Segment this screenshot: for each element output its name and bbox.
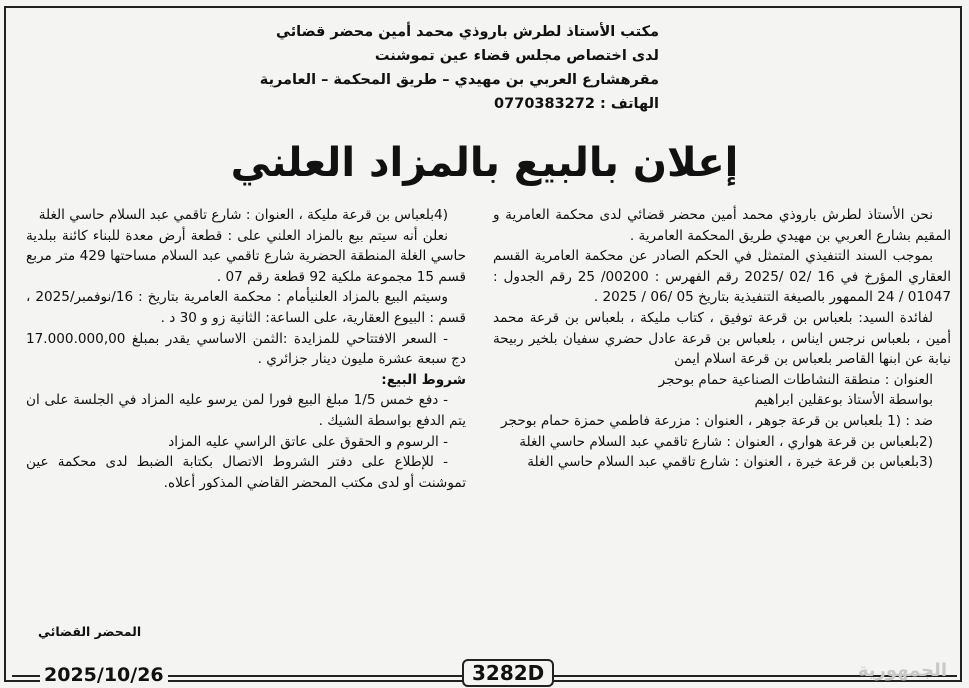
paragraph-against-1: ضد : (1 بلعباس بن قرعة جوهر ، العنوان : مزرعة فاطمي حمزة حمام بوحجر (501, 412, 933, 429)
paragraph-bailiff: نحن الأستاذ لطرش باروذي محمد أمين محضر قضائي لدى محكمة العامرية و المقيم بشارع العربي بن مهيدي طريق المحكمة العامرية . (493, 207, 951, 244)
newspaper-watermark: الجمهورية (857, 660, 947, 681)
condition-payment: - دفع خمس 1/5 مبلغ البيع فورا لمن يرسو عليه المزاد في الجلسة على ان يتم الدفع بواسطة الشيك . (26, 392, 466, 429)
paragraph-property: نعلن أنه سيتم بيع بالمزاد العلني على : قطعة أرض معدة للبناء كائنة ببلدية حاسي الغلة المنطقة الحضرية شارع تاقمي عبد السلام مساحتها 429 متر مربع قسم 15 مجموعة ملكية 92 قطعة رقم 07 . (26, 227, 467, 285)
header-line-jurisdiction: لدى اختصاص مجلس قضاء عين تموشنت (374, 48, 659, 64)
publication-date: 2025/10/26 (40, 664, 168, 686)
paragraph-enforcement-title: بموجب السند التنفيذي المتمثل في الحكم الصادر عن محكمة العامرية القسم العقاري المؤرخ في 16 /02 /2025 رقم الفهرس : 00200/ 25 رقم الجدول : 01047 / 24 الممهور بالصيغة التنفيذية بتاريخ 05 /06 / 2025 . (493, 248, 951, 306)
right-column (493, 205, 951, 473)
condition-specifications: - للإطلاع على دفتر الشروط الاتصال بكتابة الضبط لدى محكمة عين تموشنت أو لدى مكتب المحضر القاضي المذكور أعلاه. (26, 454, 466, 491)
paragraph-against-3: (3بلعباس بن قرعة خيرة ، العنوان : شارع تاقمي عبد السلام حاسي الغلة (527, 454, 933, 471)
signature: المحضر القضائي (38, 624, 142, 639)
conditions-title: شروط البيع: (381, 371, 466, 388)
header-line-office: مكتب الأستاذ لطرش باروذي محمد أمين محضر قضائي (276, 24, 659, 40)
header-line-phone: الهاتف : 0770383272 (494, 96, 659, 112)
announcement-title: إعلان بالبيع بالمزاد العلني (230, 140, 739, 186)
paragraph-lawyer: بواسطة الأستاذ بوعقلين ابراهيم (754, 392, 933, 409)
paragraph-against-4: (4بلعباس بن قرعة مليكة ، العنوان : شارع تاقمي عبد السلام حاسي الغلة (38, 207, 448, 223)
paragraph-opening-price: - السعر الافتتاحي للمزايدة :الثمن الاساسي يقدر بمبلغ 17.000.000,00 دج سبعة عشرة مليون دينار جزائري . (26, 330, 466, 368)
paragraph-against-2: (2بلعباس بن قرعة هواري ، العنوان : شارع تاقمي عبد السلام حاسي الغلة (519, 433, 933, 450)
header-line-address: مقرهشارع العربي بن مهيدي – طريق المحكمة – العامرية (259, 72, 659, 88)
condition-fees: - الرسوم و الحقوق على عاتق الراسي عليه المزاد (168, 433, 448, 450)
left-column (26, 205, 466, 493)
paragraph-sale-date: وسيتم البيع بالمزاد العلنيأمام : محكمة العامرية بتاريخ : 16/نوفمبر/2025 ، قسم : البيوع العقارية، على الساعة: الثانية زو و 30 د . (26, 289, 466, 326)
paragraph-beneficiaries: لفائدة السيد: بلعباس بن قرعة توفيق ، كتاب مليكة ، بلعباس بن قرعة محمد أمين ، بلعباس نرجس ايناس ، بلعباس بن قرعة عادل حضري سفيان بلخير ربيحة نيابة عن ابنها القاصر بلعباس بن قرعة اسلام ايمن (493, 309, 951, 368)
announcement-code: 3282D (462, 659, 554, 687)
office-header (239, 20, 659, 116)
paragraph-beneficiary-address: العنوان : منطقة النشاطات الصناعية حمام بوحجر (658, 371, 933, 388)
